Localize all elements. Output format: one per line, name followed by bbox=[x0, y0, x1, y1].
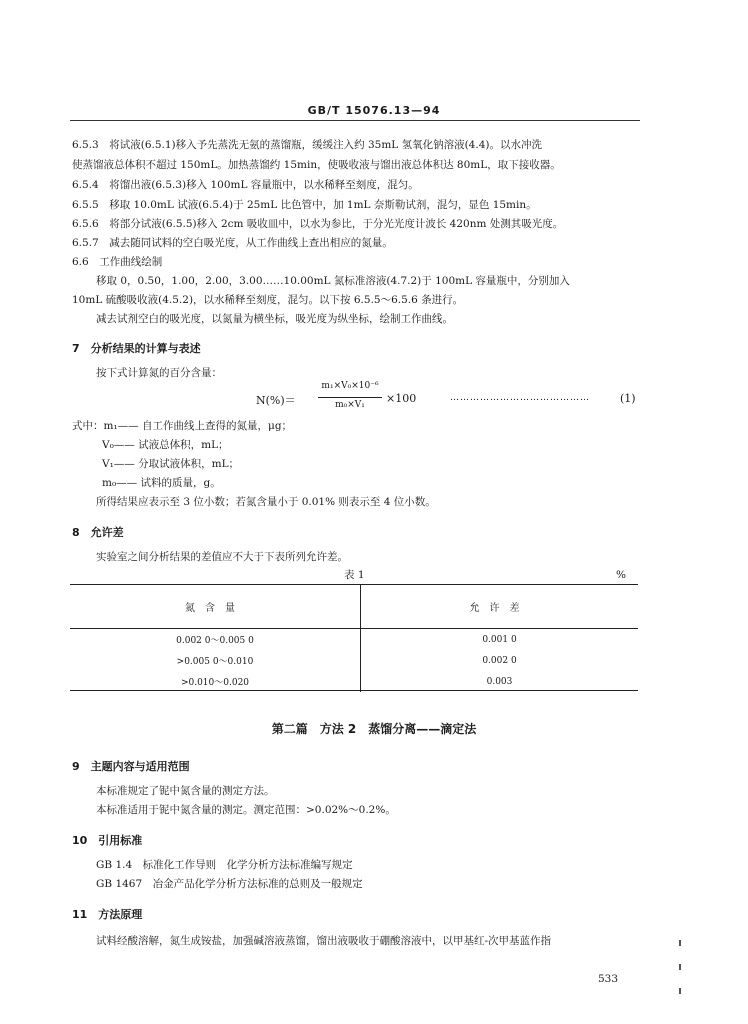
table-bottom-rule bbox=[70, 690, 638, 691]
reference-gb-1-4: GB 1.4 标准化工作导则 化学分析方法标准编写规定 bbox=[96, 859, 353, 871]
scan-margin-mark bbox=[679, 964, 681, 970]
header-rule bbox=[70, 120, 640, 121]
section-9-line-1: 本标准规定了铌中氮含量的测定方法。 bbox=[96, 785, 275, 797]
section-7-heading: 7 分析结果的计算与表述 bbox=[72, 342, 201, 355]
table-header-tolerance: 允许差 bbox=[361, 584, 639, 629]
variable-m0: m₀—— 试料的质量，g。 bbox=[102, 477, 221, 489]
page-number: 533 bbox=[598, 973, 619, 985]
reference-gb-1467: GB 1467 冶金产品化学分析方法标准的总则及一般规定 bbox=[96, 878, 363, 890]
table-cell: 0.003 bbox=[486, 676, 513, 687]
formula-fraction-bar bbox=[318, 397, 382, 398]
table-unit: % bbox=[616, 569, 626, 581]
table-row bbox=[70, 671, 638, 692]
tolerance-table bbox=[70, 584, 638, 692]
table-header-nitrogen-content: 氮含量 bbox=[70, 584, 361, 629]
table-cell: 0.002 0 bbox=[482, 655, 517, 666]
clause-6-5-3-line-1: 6.5.3 将试液(6.5.1)移入予先蒸洗无氨的蒸馏瓶，缓缓注入约 35mL 氢氧化钠溶液(4.4)。以水冲洗 bbox=[72, 139, 542, 151]
section-8-text: 实验室之间分析结果的差值应不大于下表所列允许差。 bbox=[96, 551, 348, 563]
formula-numerator: m₁×V₀×10⁻⁶ bbox=[321, 381, 379, 391]
section-11-text: 试料经酸溶解，氮生成铵盐，加强碱溶液蒸馏，馏出液吸收于硼酸溶液中，以甲基红-次甲基蓝作指 bbox=[96, 935, 552, 947]
section-11-heading: 11 方法原理 bbox=[72, 908, 143, 921]
table-cell: >0.010～0.020 bbox=[70, 671, 361, 692]
clause-6-5-4: 6.5.4 将馏出液(6.5.3)移入 100mL 容量瓶中，以水稀释至刻度，混匀。 bbox=[72, 179, 419, 191]
clause-6-6-line-1: 移取 0，0.50，1.00，2.00，3.00……10.00mL 氮标准溶液(4.7.2)于 100mL 容量瓶中，分别加入 bbox=[96, 275, 570, 287]
variable-v0: V₀—— 试液总体积，mL； bbox=[102, 439, 229, 451]
part-two-title: 第二篇 方法 2 蒸馏分离——滴定法 bbox=[271, 722, 477, 736]
scan-margin-mark bbox=[679, 988, 681, 994]
formula-intro: 按下式计算氮的百分含量： bbox=[96, 367, 222, 379]
result-precision-note: 所得结果应表示至 3 位小数；若氮含量小于 0.01% 则表示至 4 位小数。 bbox=[96, 496, 436, 508]
page-header-standard-number: GB/T 15076.13—94 bbox=[307, 104, 441, 117]
clause-6-6-heading: 6.6 工作曲线绘制 bbox=[72, 256, 163, 268]
formula-denominator: m₀×V₁ bbox=[335, 400, 365, 410]
table-cell: 0.001 0 bbox=[482, 634, 517, 645]
clause-6-5-7: 6.5.7 减去随同试料的空白吸光度，从工作曲线上查出相应的氮量。 bbox=[72, 237, 393, 249]
section-9-line-2: 本标准适用于铌中氮含量的测定。测定范围：>0.02%～0.2%。 bbox=[96, 804, 396, 816]
clause-6-5-6: 6.5.6 将部分试液(6.5.5)移入 2cm 吸收皿中，以水为参比，于分光光度计波长 420nm 处测其吸光度。 bbox=[72, 218, 564, 230]
section-10-heading: 10 引用标准 bbox=[72, 834, 143, 847]
formula-number: (1) bbox=[620, 392, 636, 405]
scan-margin-mark bbox=[679, 940, 681, 946]
clause-6-6-line-2: 10mL 硫酸吸收液(4.5.2)，以水稀释至刻度，混匀。以下按 6.5.5～6.5.6 条进行。 bbox=[72, 294, 464, 306]
table-cell: 0.002 0～0.005 0 bbox=[70, 629, 361, 651]
variable-m1: 式中：m₁—— 自工作曲线上查得的氮量，μg； bbox=[72, 420, 293, 432]
table-cell: >0.005 0～0.010 bbox=[70, 650, 361, 671]
clause-6-5-3-line-2: 使蒸馏液总体积不超过 150mL。加热蒸馏约 15min，使吸收液与馏出液总体积达 80mL，取下接收器。 bbox=[72, 159, 561, 171]
section-9-heading: 9 主题内容与适用范围 bbox=[72, 760, 190, 773]
table-row bbox=[70, 650, 638, 671]
formula-tail: ×100 bbox=[386, 392, 417, 405]
table-caption: 表 1 bbox=[344, 569, 365, 581]
formula-leader-dots: …………………………………… bbox=[450, 393, 590, 403]
variable-v1: V₁—— 分取试液体积，mL； bbox=[102, 458, 240, 470]
section-8-heading: 8 允许差 bbox=[72, 526, 124, 539]
table-row bbox=[70, 629, 638, 651]
clause-6-6-line-3: 减去试剂空白的吸光度，以氮量为横坐标，吸光度为纵坐标，绘制工作曲线。 bbox=[96, 313, 453, 325]
clause-6-5-5: 6.5.5 移取 10.0mL 试液(6.5.4)于 25mL 比色管中，加 1mL 奈斯勒试剂，混匀，显色 15min。 bbox=[72, 199, 537, 211]
table-header-row bbox=[70, 584, 638, 629]
formula-lhs: N(%)＝ bbox=[256, 394, 296, 407]
